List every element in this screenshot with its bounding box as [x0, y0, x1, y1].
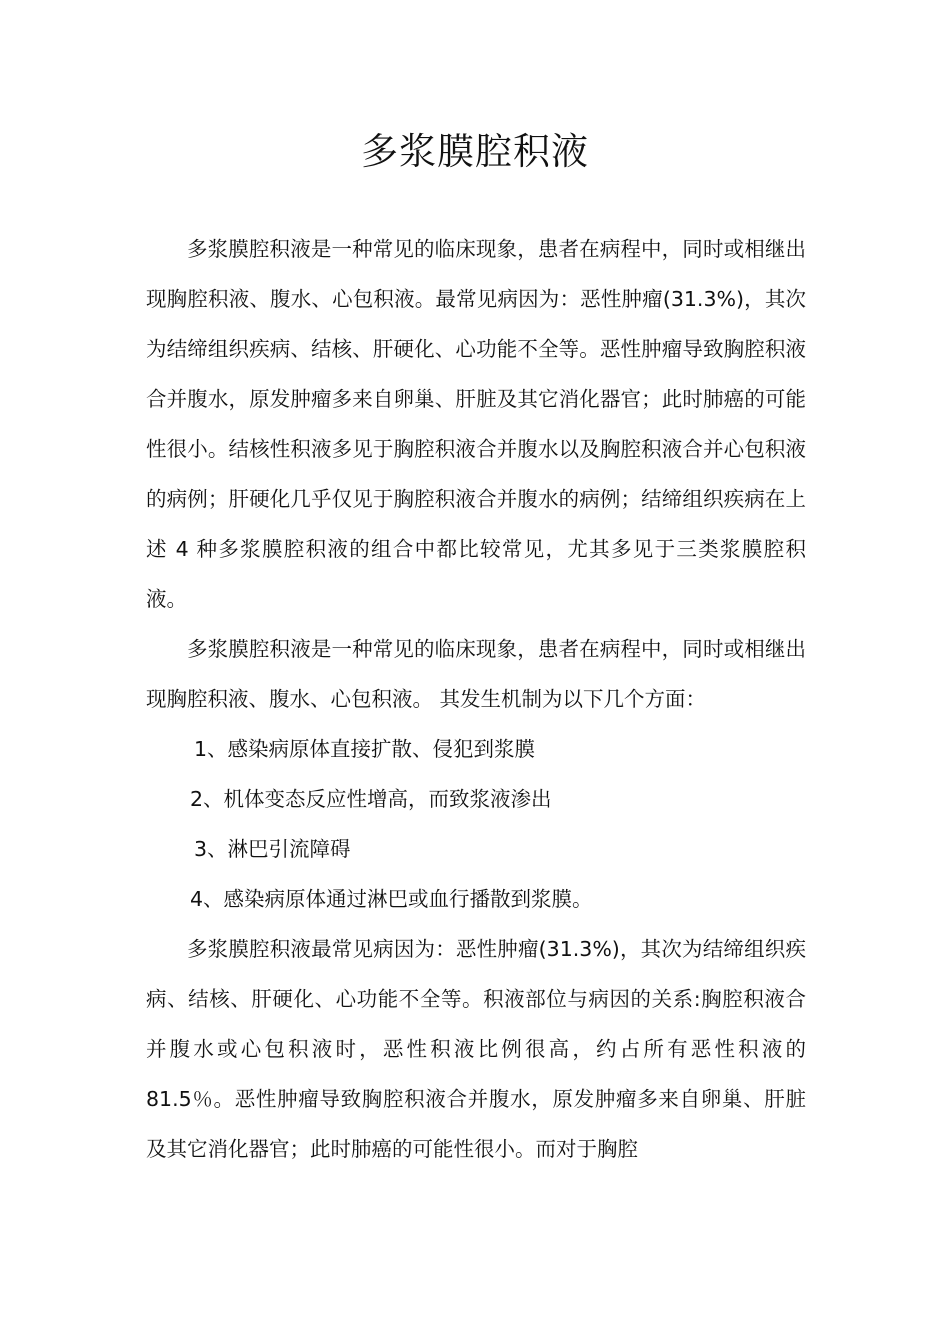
paragraph-intro: 多浆膜腔积液是一种常见的临床现象，患者在病程中，同时或相继出现胸腔积液、腹水、心包积液。最常见病因为：恶性肿瘤(31.3%)，其次为结缔组织疾病、结核、肝硬化、心功能不全等。恶性肿瘤导致胸腔积液合并腹水，原发肿瘤多来自卵巢、肝脏及其它消化器官；此时肺癌的可能性很小。结核性积液多见于胸腔积液合并腹水以及胸腔积液合并心包积液的病例；肝硬化几乎仅见于胸腔积液合并腹水的病例；结缔组织疾病在上述 4 种多浆膜腔积液的组合中都比较常见，尤其多见于三类浆膜腔积液。: [146, 237, 806, 611]
list-item: 3、淋巴引流障碍: [194, 837, 351, 861]
document-title: 多浆膜腔积液: [361, 130, 589, 173]
list-item: 2、机体变态反应性增高，而致浆液渗出: [190, 787, 552, 811]
paragraph-causes: 多浆膜腔积液最常见病因为：恶性肿瘤(31.3%)，其次为结缔组织疾病、结核、肝硬化、心功能不全等。积液部位与病因的关系:胸腔积液合并腹水或心包积液时，恶性积液比例很高，约占所有恶性积液的 81.5％。恶性肿瘤导致胸腔积液合并腹水，原发肿瘤多来自卵巢、肝脏及其它消化器官；此时肺癌的可能性很小。而对于胸腔: [146, 937, 806, 1161]
document-body: [146, 224, 806, 1174]
list-item: 4、感染病原体通过淋巴或血行播散到浆膜。: [190, 887, 593, 911]
list-item: 1、感染病原体直接扩散、侵犯到浆膜: [194, 737, 536, 761]
paragraph-mechanism: 多浆膜腔积液是一种常见的临床现象，患者在病程中，同时或相继出现胸腔积液、腹水、心包积液。 其发生机制为以下几个方面：: [146, 637, 806, 711]
